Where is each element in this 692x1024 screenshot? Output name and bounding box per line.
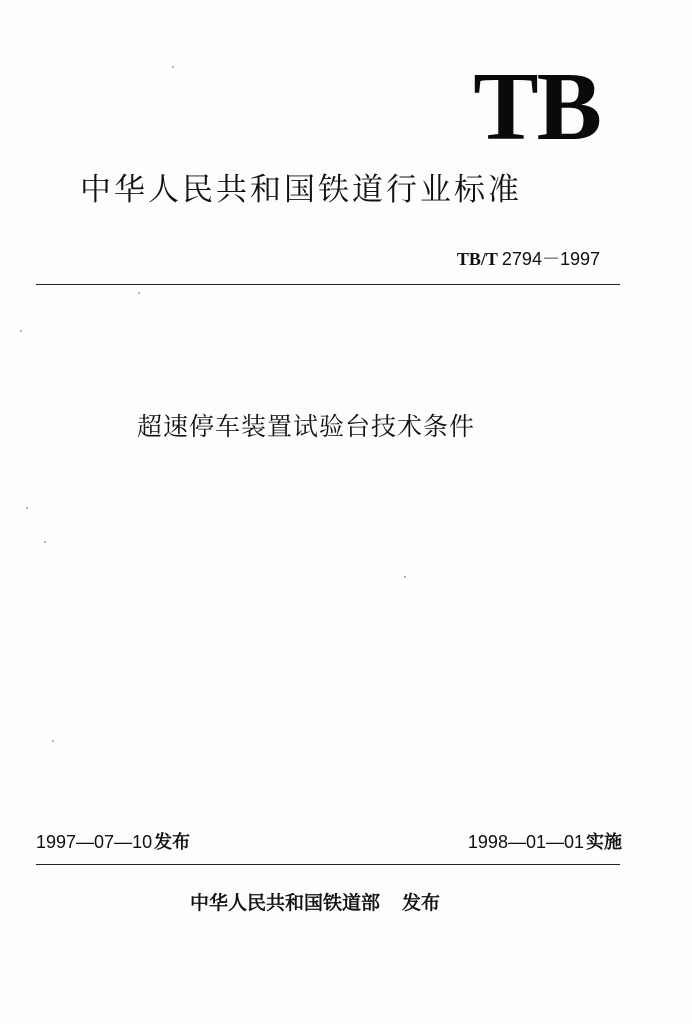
effective-label: 实施 xyxy=(586,832,622,853)
organization-title: 中华人民共和国铁道行业标准 xyxy=(80,172,522,208)
standard-number xyxy=(457,247,600,272)
issuer-line xyxy=(190,890,440,916)
document-title: 超速停车装置试验台技术条件 xyxy=(137,412,476,441)
effective-date: 1998—01—01 xyxy=(467,832,584,852)
scan-speck xyxy=(52,740,54,742)
scan-speck xyxy=(404,576,406,578)
standard-prefix: TB/T xyxy=(456,249,498,269)
standard-code: 2794－1997 xyxy=(501,249,600,269)
release-date-block xyxy=(36,829,190,856)
scan-speck xyxy=(20,330,22,332)
scan-speck xyxy=(172,66,174,68)
issuer-label: 发布 xyxy=(402,892,441,914)
release-label: 发布 xyxy=(154,832,191,853)
release-date: 1997—07—10 xyxy=(36,832,153,852)
issuer-name: 中华人民共和国铁道部 xyxy=(190,892,381,914)
bottom-divider xyxy=(36,864,620,865)
scan-speck xyxy=(138,292,140,294)
tb-logo: TB xyxy=(473,53,600,161)
effective-date-block xyxy=(468,829,622,856)
scan-speck xyxy=(26,507,28,509)
top-divider xyxy=(36,284,620,285)
scan-speck xyxy=(44,541,46,543)
